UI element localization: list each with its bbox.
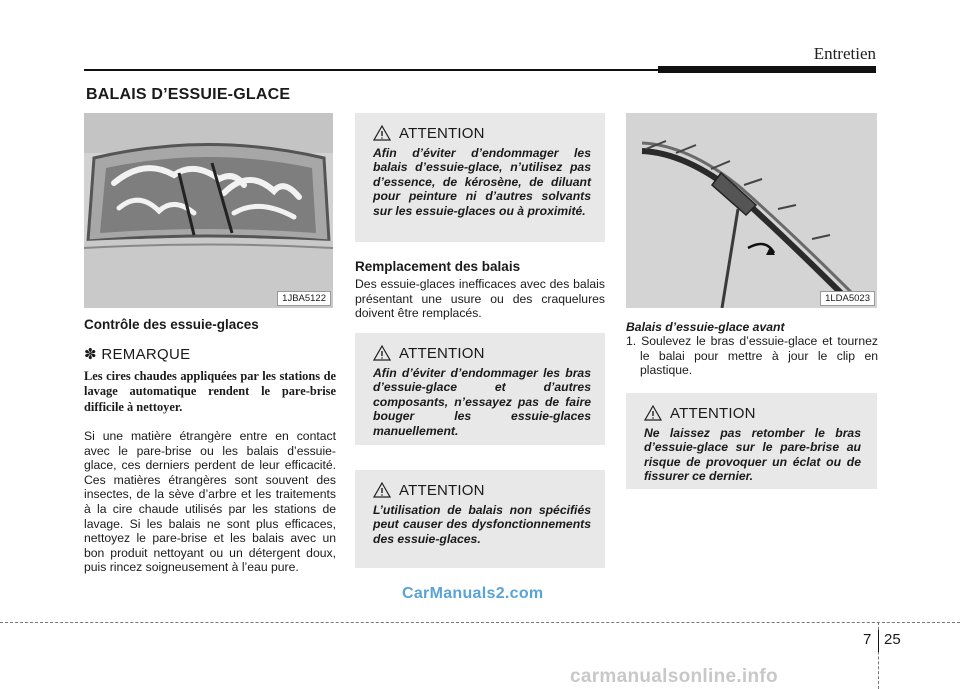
inspection-heading: Contrôle des essuie-glaces (84, 317, 259, 332)
attention-box-solvents (355, 113, 605, 242)
warning-triangle-icon (373, 345, 391, 361)
image-code: 1JBA5122 (277, 291, 331, 306)
image-code: 1LDA5023 (820, 291, 875, 306)
attention-title: ATTENTION (670, 404, 756, 422)
remarque-title: ✽ REMARQUE (84, 346, 191, 363)
remarque-bold-text: Les cires chaudes appliquées par les stations de lavage automatique rendent le pare-brise difficile à nettoyer. (84, 369, 336, 414)
attention-body: Afin d’éviter d’endommager les bras d’essuie-glace et d’autres composants, n’essayez pas de faire bouger les essuie-glaces manuellement. (373, 366, 591, 438)
replacement-heading: Remplacement des balais (355, 259, 521, 274)
site-watermark: carmanualsonline.info (570, 666, 778, 687)
page-number-separator (878, 630, 879, 652)
front-blade-heading: Balais d’essuie-glace avant (626, 320, 785, 334)
header-rule (84, 69, 660, 71)
chapter-number: 7 (863, 631, 872, 648)
attention-box-unspecified (355, 470, 605, 568)
wiper-blade-photo (626, 113, 877, 308)
footer-divider (0, 622, 960, 623)
attention-box-manual (355, 333, 605, 445)
header-rule-accent (658, 66, 876, 73)
attention-body: Afin d’éviter d’endommager les balais d’essuie-glace, n’utilisez pas d’essence, de kérosène, de diluant pour peinture ni d’autres solvants sur les essuie-glaces ou à proximité. (373, 146, 591, 218)
attention-body: L’utilisation de balais non spécifiés peut causer des dysfonctionnements des essuie-glaces. (373, 503, 591, 546)
warning-triangle-icon (373, 125, 391, 141)
attention-title: ATTENTION (399, 124, 485, 142)
remarque-body: Si une matière étrangère entre en contact avec le pare-brise ou les balais d’essuie-glace, ces derniers perdent de leur efficacité. Ces matières étrangères sont souvent des insectes, de la sève d’arbre et les traitements à la cire chaude utilisés par les stations de lavage. Si les balais ne sont plus efficaces, nettoyez le pare-brise et les balais avec un bon produit nettoyant ou un détergent doux, puis rincez soigneusement à l’eau pure. (84, 429, 336, 575)
chapter-title: Entretien (813, 44, 876, 63)
watermark-link[interactable]: CarManuals2.com (402, 585, 544, 602)
warning-triangle-icon (373, 482, 391, 498)
page-number: 25 (884, 631, 901, 648)
attention-title: ATTENTION (399, 344, 485, 362)
warning-triangle-icon (644, 405, 662, 421)
replacement-body: Des essuie-glaces inefficaces avec des balais présentant une usure ou des craquelures doivent être remplacés. (355, 277, 605, 321)
windshield-photo (84, 113, 333, 308)
attention-box-arm-drop (626, 393, 877, 489)
attention-body: Ne laissez pas retomber le bras d’essuie-glace sur le pare-brise au risque de provoquer un éclat ou de fissurer ce dernier. (644, 426, 861, 484)
section-title: BALAIS D’ESSUIE-GLACE (86, 86, 291, 103)
attention-title: ATTENTION (399, 481, 485, 499)
step-1: 1. Soulevez le bras d’essuie-glace et tournez le balai pour mettre à jour le clip en plastique. (626, 334, 878, 378)
